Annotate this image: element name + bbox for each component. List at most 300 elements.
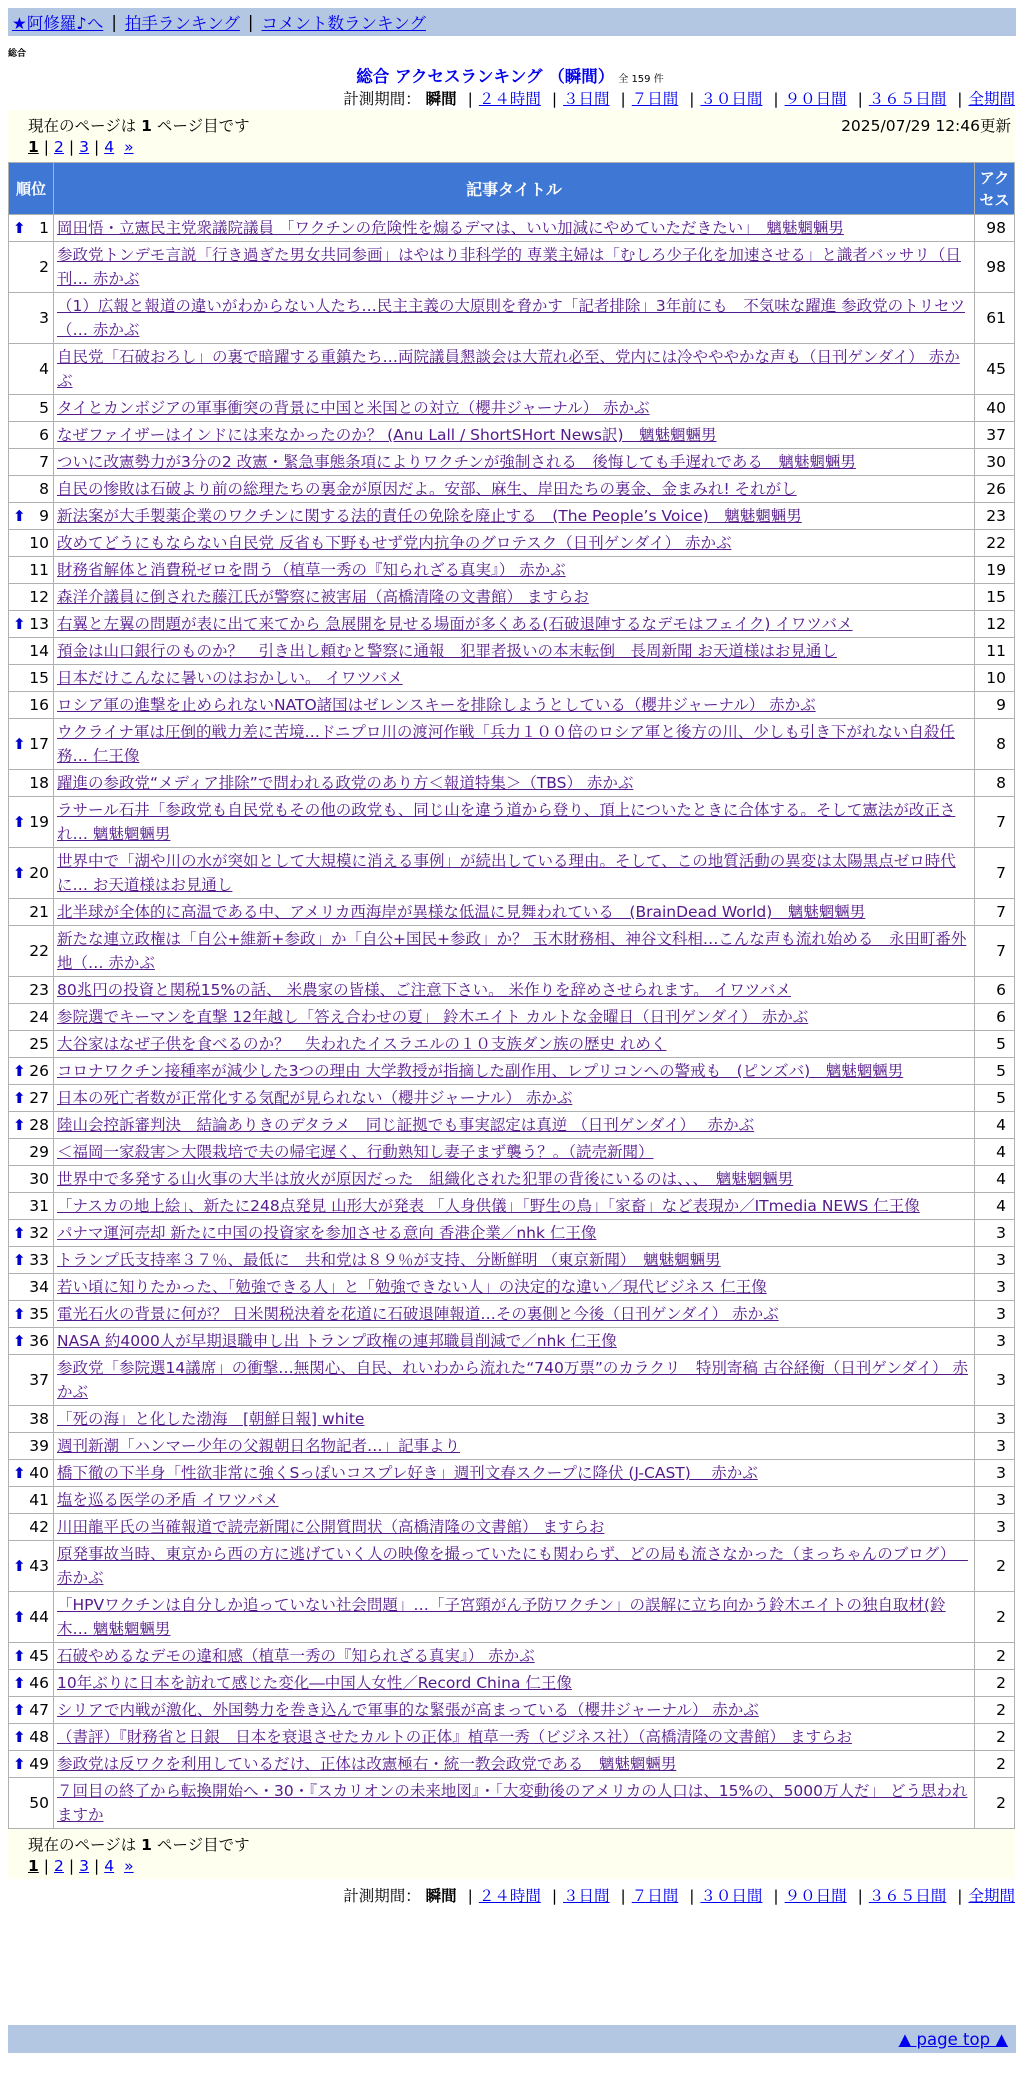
article-link[interactable]: 参政党「参院選14議席」の衝撃…無関心、自民、れいわから流れた“740万票”のカラクリ 特別寄稿 古谷経衡（日刊ゲンダイ） 赤かぶ — [57, 1359, 968, 1401]
period-24h-link[interactable]: ２４時間 — [478, 1887, 541, 1905]
rank-cell — [9, 1166, 53, 1192]
table-row — [9, 557, 1014, 583]
rank-number: 48 — [29, 1728, 49, 1746]
access-count: 8 — [975, 770, 1014, 796]
title-cell — [54, 1670, 974, 1696]
access-count: 3 — [975, 1406, 1014, 1432]
title-cell — [54, 770, 974, 796]
period-current: 瞬間 — [425, 1887, 457, 1905]
article-link[interactable]: 原発事故当時、東京から西の方に逃げていく人の映像を撮っていたにも関わらず、どの局も流さなかった（まっちゃんのブログ） 赤かぶ — [57, 1545, 968, 1587]
page-3-link[interactable]: 3 — [79, 138, 90, 156]
rank-up-arrow-icon: ⬆ — [13, 1116, 26, 1134]
rank-number: 45 — [29, 1647, 49, 1665]
rank-cell — [9, 926, 53, 976]
table-row — [9, 1514, 1014, 1540]
title-cell — [54, 1328, 974, 1354]
access-count: 7 — [975, 848, 1014, 898]
rank-cell — [9, 215, 53, 241]
title-cell — [54, 530, 974, 556]
rank-up-arrow-icon: ⬆ — [13, 1062, 26, 1080]
table-row — [9, 1328, 1014, 1354]
rank-cell — [9, 1460, 53, 1486]
rank-cell — [9, 1670, 53, 1696]
rank-cell — [9, 1433, 53, 1459]
rank-cell — [9, 1643, 53, 1669]
rank-number: 24 — [29, 1008, 49, 1026]
article-link[interactable]: 岡田悟・立憲民主党衆議院議員 「ワクチンの危険性を煽るデマは、いい加減にやめていただきたい」 魑魅魍魎男 — [57, 219, 844, 237]
table-row — [9, 1643, 1014, 1669]
article-link[interactable]: 10年ぶりに日本を訪れて感じた変化―中国人女性／Record China 仁王像 — [57, 1674, 572, 1692]
rank-header: 順位 — [9, 163, 53, 214]
title-cell — [54, 611, 974, 637]
rank-number: 33 — [29, 1251, 49, 1269]
article-link[interactable]: 陸山会控訴審判決 結論ありきのデタラメ 同じ証拠でも事実認定は真逆 （日刊ゲンダイ） 赤かぶ — [57, 1116, 755, 1134]
access-count: 61 — [975, 293, 1014, 343]
rank-cell — [9, 1328, 53, 1354]
article-link[interactable]: 北半球が全体的に高温である中、アメリカ西海岸が異様な低温に見舞われている (BrainDead World) 魑魅魍魎男 — [57, 903, 866, 921]
title-cell — [54, 977, 974, 1003]
title-cell — [54, 584, 974, 610]
rank-cell — [9, 719, 53, 769]
page-2-link[interactable]: 2 — [54, 1857, 64, 1875]
page-top-link[interactable]: ▲ page top ▲ — [898, 2029, 1008, 2049]
rank-cell — [9, 1058, 53, 1084]
access-count: 98 — [975, 215, 1014, 241]
rank-cell — [9, 1487, 53, 1513]
article-link[interactable]: 預金は山口銀行のものか？ 引き出し頼むと警察に通報 犯罪者扱いの本末転倒 長周新聞 お天道様はお見通し — [57, 642, 837, 660]
rank-number: 21 — [29, 903, 49, 921]
rank-up-arrow-icon: ⬆ — [13, 1557, 26, 1575]
title-cell — [54, 1751, 974, 1777]
rank-number: 4 — [39, 360, 49, 378]
access-count: 40 — [975, 395, 1014, 421]
article-link[interactable]: なぜファイザーはインドには来なかったのか？ (Anu Lall / ShortSHort News訳) 魑魅魍魎男 — [57, 426, 717, 444]
table-row — [9, 1112, 1014, 1138]
title-cell — [54, 1541, 974, 1591]
period-30d-link[interactable]: ３０日間 — [700, 1887, 763, 1905]
article-link[interactable]: シリアで内戦が激化、外国勢力を巻き込んで軍事的な緊張が高まっている（櫻井ジャーナル） 赤かぶ — [57, 1701, 759, 1719]
period-90d-link[interactable]: ９０日間 — [784, 90, 847, 108]
page-links: 1 | 2 | 3 | 4 » — [28, 1857, 134, 1875]
table-row — [9, 1139, 1014, 1165]
rank-number: 19 — [29, 813, 49, 831]
rank-number: 38 — [29, 1410, 49, 1428]
period-3d-link[interactable]: ３日間 — [563, 90, 610, 108]
access-count: 3 — [975, 1355, 1014, 1405]
article-link[interactable]: 右翼と左翼の問題が表に出て来てから 急展開を見せる場面が多くある(石破退陣するなデモはフェイク) イワツバメ — [57, 615, 853, 633]
article-link[interactable]: 週刊新潮「ハンマー少年の父親朝日名物記者…」記事より — [57, 1437, 461, 1455]
article-link[interactable]: 「死の海」と化した渤海 [朝鮮日報] white — [57, 1410, 365, 1428]
article-link[interactable]: 財務省解体と消費税ゼロを問う（植草一秀の『知られざる真実』） 赤かぶ — [57, 561, 566, 579]
table-row — [9, 395, 1014, 421]
rank-number: 27 — [29, 1089, 49, 1107]
table-row — [9, 1697, 1014, 1723]
table-row — [9, 215, 1014, 241]
article-link[interactable]: 石破やめるなデモの違和感（植草一秀の『知られざる真実』） 赤かぶ — [57, 1647, 535, 1665]
rank-up-arrow-icon: ⬆ — [13, 1674, 26, 1692]
rank-cell — [9, 503, 53, 529]
article-link[interactable]: ７回目の終了から転換開始へ・30・『スカリオンの未来地図』・「大変動後のアメリカの人口は、15%の、5000万人だ」 どう思われますか — [57, 1782, 968, 1824]
table-row — [9, 1004, 1014, 1030]
rank-number: 20 — [29, 864, 49, 882]
article-link[interactable]: 川田龍平氏の当確報道で読売新聞に公開質問状（高橋清隆の文書館） ますらお — [57, 1518, 605, 1536]
rank-cell — [9, 848, 53, 898]
page-3-link[interactable]: 3 — [79, 1857, 90, 1875]
page-2-link[interactable]: 2 — [54, 138, 64, 156]
title-cell — [54, 1724, 974, 1750]
rank-number: 28 — [29, 1116, 49, 1134]
next-page-link[interactable]: » — [124, 1857, 134, 1875]
article-link[interactable]: タイとカンボジアの軍事衝突の背景に中国と米国との対立（櫻井ジャーナル） 赤かぶ — [57, 399, 650, 417]
access-count: 3 — [975, 1301, 1014, 1327]
rank-cell — [9, 1247, 53, 1273]
table-row — [9, 242, 1014, 292]
rank-cell — [9, 344, 53, 394]
access-count: 5 — [975, 1085, 1014, 1111]
article-link[interactable]: ＜福岡一家殺害＞大隈栽培で夫の帰宅遅く、行動熟知し妻子まず襲う？。（読売新聞） — [57, 1143, 654, 1161]
access-count: 4 — [975, 1193, 1014, 1219]
article-link[interactable]: 「HPVワクチンは自分しか追っていない社会問題」…「子宮頸がん予防ワクチン」の誤解に立ち向かう鈴木エイトの独自取材(鈴木… 魑魅魍魎男 — [57, 1596, 946, 1638]
table-row — [9, 1433, 1014, 1459]
period-7d-link[interactable]: ７日間 — [631, 1887, 679, 1905]
period-30d-link[interactable]: ３０日間 — [700, 90, 763, 108]
title-cell — [54, 242, 974, 292]
rank-cell — [9, 293, 53, 343]
article-link[interactable]: 新たな連立政権は「自公+維新+参政」か「自公+国民+参政」か？ 玉木財務相、神谷文科相…こんな声も流れ始める 永田町番外地（… 赤かぶ — [57, 930, 967, 972]
next-page-link[interactable]: » — [124, 138, 134, 156]
rank-number: 39 — [29, 1437, 49, 1455]
title-cell — [54, 848, 974, 898]
article-link[interactable]: 森洋介議員に倒された藤江氏が警察に被害届（高橋清隆の文書館） ますらお — [57, 588, 589, 606]
rank-number: 47 — [29, 1701, 49, 1719]
table-row — [9, 1247, 1014, 1273]
rank-up-arrow-icon: ⬆ — [13, 1728, 26, 1746]
article-link[interactable]: ロシア軍の進撃を止められないNATO諸国はゼレンスキーを排除しようとしている（櫻井ジャーナル） 赤かぶ — [57, 696, 816, 714]
title-cell — [54, 1355, 974, 1405]
rank-number: 1 — [39, 219, 49, 237]
table-row — [9, 530, 1014, 556]
article-link[interactable]: 日本の死亡者数が正常化する気配が見られない（櫻井ジャーナル） 赤かぶ — [57, 1089, 573, 1107]
access-header: アクセス — [975, 163, 1014, 214]
table-row — [9, 1193, 1014, 1219]
article-link[interactable]: 自民の惨敗は石破より前の総理たちの裏金が原因だよ。安部、麻生、岸田たちの裏金、金まみれ! それがし — [57, 480, 797, 498]
article-link[interactable]: （書評）『財務省と日銀 日本を衰退させたカルトの正体』植草一秀（ビジネス社）（高橋清隆の文書館） ますらお — [57, 1728, 852, 1746]
access-count: 12 — [975, 611, 1014, 637]
article-link[interactable]: 塩を巡る医学の矛盾 イワツバメ — [57, 1491, 279, 1509]
rank-cell — [9, 770, 53, 796]
table-row — [9, 1487, 1014, 1513]
rank-cell — [9, 1514, 53, 1540]
access-count: 22 — [975, 530, 1014, 556]
comment-ranking-link[interactable]: コメント数ランキング — [261, 14, 426, 33]
page-status: 現在のページは 1 ページ目です — [28, 117, 250, 135]
page-current: 1 — [28, 138, 39, 156]
table-row — [9, 422, 1014, 448]
rank-cell — [9, 1697, 53, 1723]
article-link[interactable]: 参院選でキーマンを直撃 12年越し「答え合わせの夏」 鈴木エイト カルトな金曜日（日刊ゲンダイ） 赤かぶ — [57, 1008, 809, 1026]
rank-cell — [9, 422, 53, 448]
page-links: 1 | 2 | 3 | 4 » — [28, 138, 134, 156]
period-365d-link[interactable]: ３６５日間 — [868, 90, 947, 108]
access-count: 3 — [975, 1487, 1014, 1513]
rank-cell — [9, 1193, 53, 1219]
applause-ranking-link[interactable]: 拍手ランキング — [124, 14, 240, 33]
rank-cell — [9, 1301, 53, 1327]
article-link[interactable]: 電光石火の背景に何が？ 日米関税決着を花道に石破退陣報道…その裏側と今後（日刊ゲンダイ） 赤かぶ — [57, 1305, 779, 1323]
access-count: 5 — [975, 1058, 1014, 1084]
rank-up-arrow-icon: ⬆ — [13, 1701, 26, 1719]
period-all-link[interactable]: 全期間 — [968, 1887, 1015, 1905]
article-link[interactable]: 自民党「石破おろし」の裏で暗躍する重鎮たち…両院議員懇談会は大荒れ必至、党内には冷やややかな声も（日刊ゲンダイ） 赤かぶ — [57, 348, 960, 390]
rank-number: 34 — [29, 1278, 49, 1296]
table-row — [9, 449, 1014, 475]
rank-number: 26 — [29, 1062, 49, 1080]
table-row — [9, 1670, 1014, 1696]
rank-up-arrow-icon: ⬆ — [13, 1224, 26, 1242]
rank-up-arrow-icon: ⬆ — [13, 735, 26, 753]
pager-top — [8, 110, 1015, 162]
rank-number: 9 — [39, 507, 49, 525]
access-count: 3 — [975, 1274, 1014, 1300]
table-row — [9, 926, 1014, 976]
rank-up-arrow-icon: ⬆ — [13, 507, 26, 525]
rank-number: 29 — [29, 1143, 49, 1161]
title-cell — [54, 1301, 974, 1327]
rank-number: 31 — [29, 1197, 49, 1215]
access-count: 2 — [975, 1643, 1014, 1669]
table-row — [9, 1220, 1014, 1246]
rank-cell — [9, 557, 53, 583]
rank-cell — [9, 449, 53, 475]
rank-cell — [9, 1085, 53, 1111]
article-link[interactable]: NASA 約4000人が早期退職申し出 トランプ政権の連邦職員削減で／nhk 仁王像 — [57, 1332, 617, 1350]
article-link[interactable]: 「ナスカの地上絵」、新たに248点発見 山形大が発表 「人身供儀」「野生の鳥」「家畜」など表現か／ITmedia NEWS 仁王像 — [57, 1197, 920, 1215]
access-count: 2 — [975, 1697, 1014, 1723]
period-7d-link[interactable]: ７日間 — [631, 90, 679, 108]
access-count: 5 — [975, 1031, 1014, 1057]
rank-up-arrow-icon: ⬆ — [13, 1608, 26, 1626]
rank-number: 42 — [29, 1518, 49, 1536]
table-row — [9, 1301, 1014, 1327]
title-cell — [54, 1460, 974, 1486]
ranking-table-body — [9, 215, 1014, 1828]
rank-cell — [9, 1406, 53, 1432]
rank-up-arrow-icon: ⬆ — [13, 1332, 26, 1350]
article-link[interactable]: ウクライナ軍は圧倒的戦力差に苦境…ドニプロ川の渡河作戦「兵力１００倍のロシア軍と後方の川、少しも引き下がれない自殺任務… 仁王像 — [57, 723, 955, 765]
table-row — [9, 1541, 1014, 1591]
rank-cell — [9, 638, 53, 664]
period-all-link[interactable]: 全期間 — [968, 90, 1015, 108]
table-row — [9, 1274, 1014, 1300]
rank-number: 18 — [29, 774, 49, 792]
rank-number: 6 — [39, 426, 49, 444]
title-cell — [54, 293, 974, 343]
title-cell — [54, 344, 974, 394]
access-count: 4 — [975, 1139, 1014, 1165]
access-count: 3 — [975, 1220, 1014, 1246]
period-24h-link[interactable]: ２４時間 — [478, 90, 541, 108]
article-link[interactable]: 改めてどうにもならない自民党 反省も下野もせず党内抗争のグロテスク（日刊ゲンダイ） 赤かぶ — [57, 534, 732, 552]
period-3d-link[interactable]: ３日間 — [563, 1887, 610, 1905]
article-link[interactable]: 世界中で「湖や川の水が突如として大規模に消える事例」が続出している理由。そして、この地質活動の異変は太陽黒点ゼロ時代に… お天道様はお見通し — [57, 852, 956, 894]
ranking-table — [8, 162, 1015, 1829]
title-cell — [54, 1031, 974, 1057]
rank-number: 7 — [39, 453, 49, 471]
rank-cell — [9, 1274, 53, 1300]
access-count: 2 — [975, 1670, 1014, 1696]
access-count: 3 — [975, 1247, 1014, 1273]
article-link[interactable]: 参政党は反ワクを利用しているだけ、正体は改憲極右・統一教会政党である 魑魅魍魎男 — [57, 1755, 677, 1773]
table-row — [9, 977, 1014, 1003]
page-4-link[interactable]: 4 — [104, 1857, 115, 1875]
access-count: 6 — [975, 1004, 1014, 1030]
rank-number: 8 — [39, 480, 49, 498]
access-count: 37 — [975, 422, 1014, 448]
rank-number: 32 — [29, 1224, 49, 1242]
article-link[interactable]: トランプ氏支持率３７％、最低に 共和党は８９％が支持、分断鮮明 （東京新聞） 魑魅魍魎男 — [57, 1251, 721, 1269]
article-link[interactable]: 参政党トンデモ言説「行き過ぎた男女共同参画」はやはり非科学的 専業主婦は「むしろ少子化を加速させる」と識者バッサリ（日刊… 赤かぶ — [57, 246, 961, 288]
rank-cell — [9, 1751, 53, 1777]
title-cell — [54, 1058, 974, 1084]
page-4-link[interactable]: 4 — [104, 138, 115, 156]
access-count: 4 — [975, 1112, 1014, 1138]
article-link[interactable]: 若い頃に知りたかった、「勉強できる人」と「勉強できない人」の決定的な違い／現代ビジネス 仁王像 — [57, 1278, 767, 1296]
title-cell — [54, 476, 974, 502]
title-cell — [54, 719, 974, 769]
article-link[interactable]: ついに改憲勢力が3分の2 改憲・緊急事態条項によりワクチンが強制される 後悔しても手遅れである 魑魅魍魎男 — [57, 453, 856, 471]
title-cell — [54, 1697, 974, 1723]
table-row — [9, 692, 1014, 718]
period-current: 瞬間 — [425, 90, 457, 108]
access-count: 6 — [975, 977, 1014, 1003]
article-link[interactable]: ラサール石井「参政党も自民党もその他の政党も、同じ山を違う道から登り、頂上についたときに合体する。そして憲法が改正され… 魑魅魍魎男 — [57, 801, 956, 843]
title-cell — [54, 797, 974, 847]
table-row — [9, 344, 1014, 394]
rank-cell — [9, 1355, 53, 1405]
rank-number: 23 — [29, 981, 49, 999]
article-link[interactable]: 世界中で多発する山火事の大半は放火が原因だった 組織化された犯罪の背後にいるのは、、、 魑魅魍魎男 — [57, 1170, 794, 1188]
rank-cell — [9, 797, 53, 847]
table-row — [9, 770, 1014, 796]
rank-cell — [9, 977, 53, 1003]
access-count: 19 — [975, 557, 1014, 583]
table-row — [9, 1460, 1014, 1486]
pager-bottom — [8, 1829, 1015, 1879]
rank-cell — [9, 1541, 53, 1591]
title-cell — [54, 1166, 974, 1192]
asyura-home-link[interactable]: ★阿修羅♪へ — [12, 14, 104, 33]
title-cell — [54, 557, 974, 583]
rank-number: 12 — [29, 588, 49, 606]
rank-number: 44 — [29, 1608, 49, 1626]
rank-cell — [9, 1139, 53, 1165]
access-count: 30 — [975, 449, 1014, 475]
access-count: 26 — [975, 476, 1014, 502]
access-count: 7 — [975, 926, 1014, 976]
rank-cell — [9, 899, 53, 925]
rank-up-arrow-icon: ⬆ — [13, 1647, 26, 1665]
rank-number: 3 — [39, 309, 49, 327]
article-link[interactable]: 大谷家はなぜ子供を食べるのか？ 失われたイスラエルの１０支族ダン族の歴史 れめく — [57, 1035, 667, 1053]
article-link[interactable]: コロナワクチン接種率が減少した3つの理由 大学教授が指摘した副作用、レプリコンへの警戒も (ピンズバ) 魑魅魍魎男 — [57, 1062, 904, 1080]
period-label: 計測期間： — [343, 1887, 421, 1905]
nav-divider: | — [111, 12, 117, 32]
rank-number: 25 — [29, 1035, 49, 1053]
access-count: 2 — [975, 1541, 1014, 1591]
table-row — [9, 293, 1014, 343]
ranking-count: 全 159 件 — [618, 74, 664, 85]
table-row — [9, 476, 1014, 502]
access-count: 7 — [975, 797, 1014, 847]
access-count: 2 — [975, 1751, 1014, 1777]
rank-up-arrow-icon: ⬆ — [13, 1464, 26, 1482]
article-link[interactable]: 80兆円の投資と関税15%の話、 米農家の皆様、ご注意下さい。 米作りを辞めさせられます。 イワツバメ — [57, 981, 791, 999]
rank-number: 46 — [29, 1674, 49, 1692]
title-cell — [54, 215, 974, 241]
footer-bar — [8, 2025, 1016, 2053]
table-row — [9, 797, 1014, 847]
ranking-title-text: 総合 アクセスランキング （瞬間） — [356, 67, 615, 86]
rank-cell — [9, 395, 53, 421]
updated-time: 2025/07/29 12:46更新 — [841, 117, 1011, 135]
nav-divider: | — [247, 12, 254, 32]
period-90d-link[interactable]: ９０日間 — [784, 1887, 847, 1905]
table-row — [9, 1406, 1014, 1432]
article-link[interactable]: 新法案が大手製薬企業のワクチンに関する法的責任の免除を廃止する (The People’s Voice) 魑魅魍魎男 — [57, 507, 802, 525]
period-selector-bottom: 計測期間： 瞬間 | ２４時間 | ３日間 | ７日間 | ３０日間 | ９０日間 | ３６５日間 | 全期間 — [343, 1887, 1015, 1905]
rank-number: 2 — [39, 258, 49, 276]
access-count: 8 — [975, 719, 1014, 769]
period-365d-link[interactable]: ３６５日間 — [868, 1887, 947, 1905]
table-row — [9, 503, 1014, 529]
rank-number: 40 — [29, 1464, 49, 1482]
rank-number: 5 — [39, 399, 49, 417]
rank-number: 11 — [29, 561, 49, 579]
article-link[interactable]: 橋下徹の下半身「性欲非常に強くSっぽいコスプレ好き」週刊文春スクープに降伏 (J-CAST) 赤かぶ — [57, 1464, 758, 1482]
title-cell — [54, 1220, 974, 1246]
article-link[interactable]: パナマ運河売却 新たに中国の投資家を参加させる意向 香港企業／nhk 仁王像 — [57, 1224, 597, 1242]
title-cell — [54, 1778, 974, 1828]
rank-number: 22 — [29, 942, 49, 960]
article-link[interactable]: 日本だけこんなに暑いのはおかしい。 イワツバメ — [57, 669, 403, 687]
title-cell — [54, 1112, 974, 1138]
rank-number: 35 — [29, 1305, 49, 1323]
page-status: 現在のページは 1 ページ目です — [28, 1836, 250, 1854]
table-row — [9, 1778, 1014, 1828]
access-count: 98 — [975, 242, 1014, 292]
article-link[interactable]: （1）広報と報道の違いがわからない人たち…民主主義の大原則を脅かす「記者排除」3年前にも 不気味な躍進 参政党のトリセツ（… 赤かぶ — [57, 297, 965, 339]
rank-cell — [9, 1112, 53, 1138]
title-cell — [54, 1274, 974, 1300]
access-count: 7 — [975, 899, 1014, 925]
rank-cell — [9, 665, 53, 691]
access-count: 3 — [975, 1328, 1014, 1354]
rank-up-arrow-icon: ⬆ — [13, 864, 26, 882]
table-row — [9, 1085, 1014, 1111]
access-count: 45 — [975, 344, 1014, 394]
rank-up-arrow-icon: ⬆ — [13, 1305, 26, 1323]
rank-cell — [9, 242, 53, 292]
rank-cell — [9, 530, 53, 556]
title-cell — [54, 1247, 974, 1273]
title-cell — [54, 926, 974, 976]
rank-up-arrow-icon: ⬆ — [13, 219, 26, 237]
rank-cell — [9, 1592, 53, 1642]
access-count: 11 — [975, 638, 1014, 664]
category-label: 総合 — [8, 49, 27, 59]
article-link[interactable]: 躍進の参政党“メディア排除”で問われる政党のあり方＜報道特集＞（TBS） 赤かぶ — [57, 774, 634, 792]
title-cell — [54, 503, 974, 529]
